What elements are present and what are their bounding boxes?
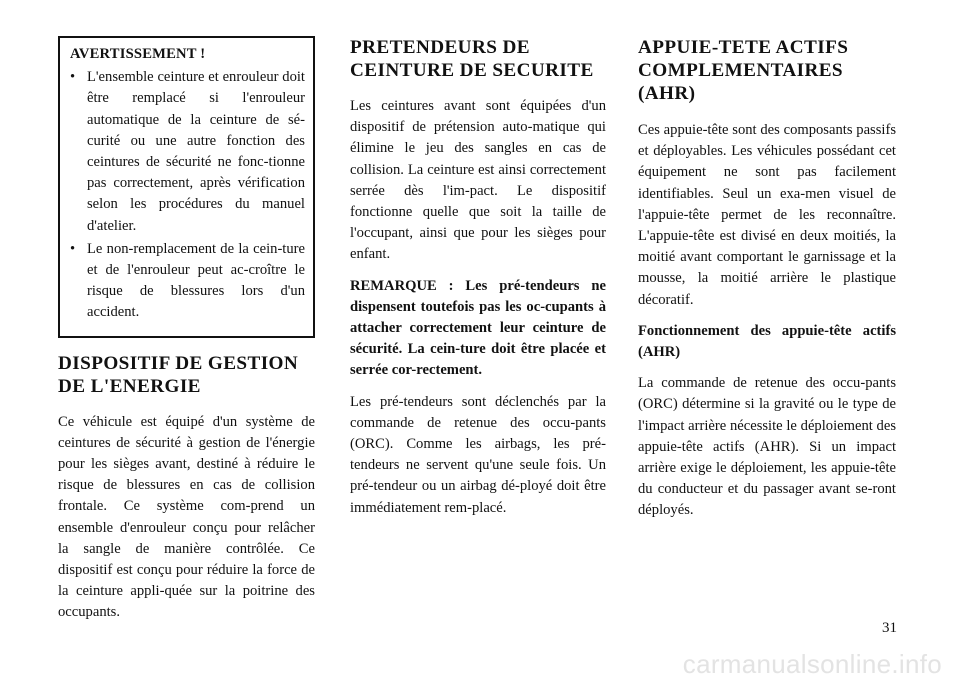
column-right [638, 36, 896, 532]
warning-item-text: Le non-remplacement de la cein-ture et de l'enrouleur peut ac-croître le risque de blessures lors d'un accident. [87, 240, 305, 321]
warning-item-text: L'ensemble ceinture et enrouleur doit être remplacé si l'enrouleur automatique de la ceinture de sé-curité ou une autre fonction des ceintures de sécurité ne fonc-tionne pas correctement, après vérification selon les procédures du manuel d'atelier. [87, 69, 305, 234]
paragraph-ahr-1: Ces appuie-tête sont des composants passifs et déployables. Les véhicules possédant cet équipement ne sont pas facilement identifiables. Seul un exa-men visuel de l'appuie-tête permet de les reconnaître. L'appuie-tête est divisé en deux moitiés, la moitié avant comportant le garnissage et la mousse, la moitié arrière le plastique décoratif. [638, 122, 896, 308]
heading-energy-management: DISPOSITIF DE GESTION DE L'ENERGIE [58, 352, 299, 397]
page-number: 31 [882, 620, 897, 636]
subheading-ahr-operation: Fonctionnement des appuie-tête actifs (AHR) [638, 322, 896, 361]
paragraph-energy-management: Ce véhicule est équipé d'un système de ceintures de sécurité à gestion de l'énergie pour les sièges avant, destiné à réduire le risque de blessures en cas de collision frontale. Ce système com-prend un ensemble d'enrouleur conçu pour relâcher la sangle de manière contrôlée. Ce dispositif est conçu pour réduire la force de la ceinture appli-quée sur la poitrine des occupants. [58, 413, 315, 621]
warning-item [68, 239, 305, 324]
warning-list [68, 67, 305, 323]
column-middle [350, 36, 606, 529]
column-left [58, 36, 315, 634]
paragraph-ahr-2: La commande de retenue des occu-pants (ORC) détermine si la gravité ou le type de l'impact arrière nécessite le déploiement des appuie-tête actifs (AHR). Si un impact arrière exige le déploiement, les appuie-tête du conducteur et du passager avant se-ront déployés. [638, 375, 896, 519]
bullet-icon: • [70, 69, 76, 86]
watermark: carmanualsonline.info [682, 649, 942, 679]
warning-title: AVERTISSEMENT ! [70, 46, 206, 62]
warning-item [68, 67, 305, 237]
bullet-icon: • [70, 240, 76, 257]
paragraph-pretensioners-1: Les ceintures avant sont équipées d'un dispositif de prétension auto-matique qui élimine le jeu des sangles en cas de collision. La ceinture est ainsi correctement serrée dès l'im-pact. Le dispositif fonctionne quelle que soit la taille de l'occupant, ainsi que pour les sièges pour enfant. [350, 98, 606, 263]
warning-box [58, 36, 315, 338]
paragraph-pretensioners-2: Les pré-tendeurs sont déclenchés par la commande de retenue des occu-pants (ORC). Comme les airbags, les pré-tendeurs ne servent qu'une seule fois. Un pré-tendeur ou un airbag dé-ployé doit être immédiatement rem-placé. [350, 393, 606, 516]
note-pretensioners: REMARQUE : Les pré-tendeurs ne dispensent toutefois pas les oc-cupants à attacher correctement leur ceinture de sécurité. La cein-ture doit être placée et serrée cor-rectement. [350, 277, 606, 379]
heading-active-head-restraints: APPUIE-TETE ACTIFS COMPLEMENTAIRES (AHR) [638, 37, 849, 104]
heading-pretensioners: PRETENDEURS DE CEINTURE DE SECURITE [350, 37, 594, 81]
